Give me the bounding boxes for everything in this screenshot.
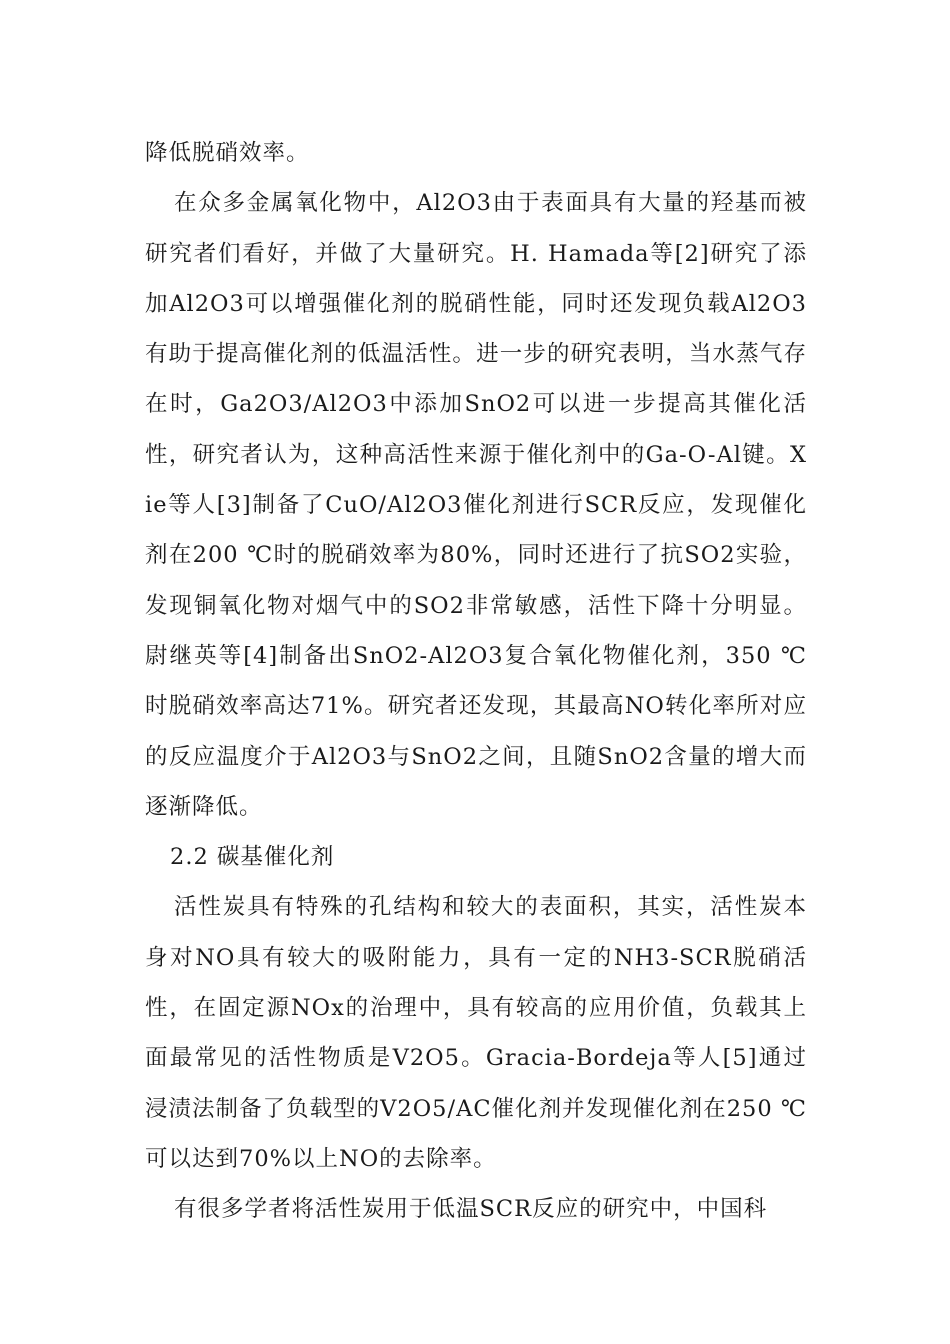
paragraph-alumina-catalysts: 在众多金属氧化物中，Al2O3由于表面具有大量的羟基而被研究者们看好，并做了大量研究。H. Hamada等[2]研究了添加Al2O3可以增强催化剂的脱硝性能，同时还发现负载Al2O3有助于提高催化剂的低温活性。进一步的研究表明，当水蒸气存在时，Ga2O3/Al2O3中添加SnO2可以进一步提高其催化活性，研究者认为，这种高活性来源于催化剂中的Ga-O-Al键。Xie等人[3]制备了CuO/Al2O3催化剂进行SCR反应，发现催化剂在200 ℃时的脱硝效率为80%，同时还进行了抗SO2实验，发现铜氧化物对烟气中的SO2非常敏感，活性下降十分明显。尉继英等[4]制备出SnO2-Al2O3复合氧化物催化剂，350 ℃时脱硝效率高达71%。研究者还发现，其最高NO转化率所对应的反应温度介于Al2O3与SnO2之间，且随SnO2含量的增大而逐渐降低。 bbox=[145, 190, 807, 820]
paragraph-continuation: 降低脱硝效率。 bbox=[145, 140, 310, 166]
paragraph-low-temp-scr: 有很多学者将活性炭用于低温SCR反应的研究中，中国科 bbox=[174, 1196, 768, 1223]
document-page bbox=[145, 128, 807, 1235]
paragraph-activated-carbon: 活性炭具有特殊的孔结构和较大的表面积，其实，活性炭本身对NO具有较大的吸附能力，具有一定的NH3-SCR脱硝活性，在固定源NOx的治理中，具有较高的应用价值，负载其上面最常见的活性物质是V2O5。Gracia-Bordeja等人[5]通过浸渍法制备了负载型的V2O5/AC催化剂并发现催化剂在250 ℃可以达到70%以上NO的去除率。 bbox=[145, 894, 807, 1172]
section-heading: 2.2 碳基催化剂 bbox=[170, 844, 335, 871]
